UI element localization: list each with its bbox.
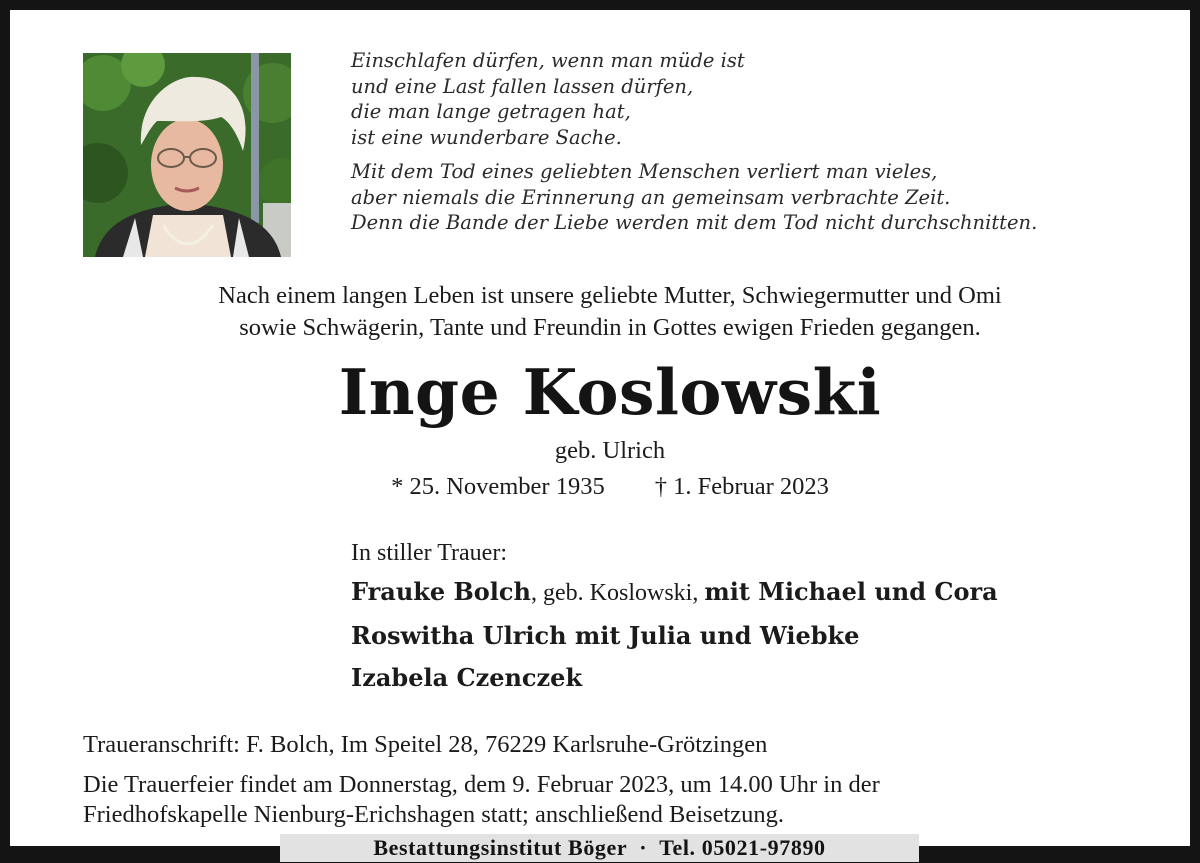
poem-line: ist eine wunderbare Sache. [351, 125, 622, 149]
intro-text [10, 280, 1200, 344]
mourning-label: In stiller Trauer: [351, 540, 507, 566]
life-dates [10, 472, 1200, 502]
mourner-name: Izabela Czenczek [351, 663, 583, 692]
footer-separator: · [639, 835, 648, 860]
poem-line: Mit dem Tod eines geliebten Menschen verliert man vieles, [351, 160, 938, 183]
mourner-line [351, 576, 998, 609]
deceased-name: Inge Koslowski [338, 355, 882, 429]
funeral-home-footer [280, 834, 919, 862]
intro-line: Nach einem langen Leben ist unsere geliebte Mutter, Schwiegermutter und Omi [218, 282, 1002, 309]
maiden-name: geb. Ulrich [554, 437, 666, 464]
ceremony-line: Friedhofskapelle Nienburg-Erichshagen statt; anschließend Beisetzung. [83, 801, 785, 828]
poem [351, 48, 1171, 236]
mourner-family: mit Michael und Cora [704, 577, 998, 606]
funeral-home-phone: Tel. 05021-97890 [659, 835, 826, 860]
birth-date: * 25. November 1935 [391, 473, 605, 500]
poem-line: Einschlafen dürfen, wenn man müde ist [351, 49, 745, 72]
mourner-maiden: , geb. Koslowski, [531, 580, 705, 606]
portrait-photo [83, 53, 291, 257]
mourner-line [351, 662, 582, 694]
mourner-line [351, 620, 859, 652]
ceremony-info [83, 770, 1183, 830]
poem-line: Denn die Bande der Liebe werden mit dem Tod nicht durchschnitten. [351, 211, 1038, 234]
death-date: † 1. Februar 2023 [654, 473, 829, 500]
poem-line: die man lange getragen hat, [351, 100, 631, 123]
mourner-name: Frauke Bolch [351, 577, 531, 606]
poem-line: und eine Last fallen lassen dürfen, [351, 74, 694, 98]
poem-line: aber niemals die Erinnerung an gemeinsam verbrachte Zeit. [351, 185, 951, 209]
mourner-name: Roswitha Ulrich mit Julia und Wiebke [351, 621, 860, 650]
mourning-address: Traueranschrift: F. Bolch, Im Speitel 28, 76229 Karlsruhe-Grötzingen [83, 731, 768, 758]
ceremony-line: Die Trauerfeier findet am Donnerstag, dem 9. Februar 2023, um 14.00 Uhr in der [83, 771, 880, 798]
funeral-home-name: Bestattungsinstitut Böger [373, 835, 628, 860]
intro-line: sowie Schwägerin, Tante und Freundin in Gottes ewigen Frieden gegangen. [239, 314, 981, 341]
